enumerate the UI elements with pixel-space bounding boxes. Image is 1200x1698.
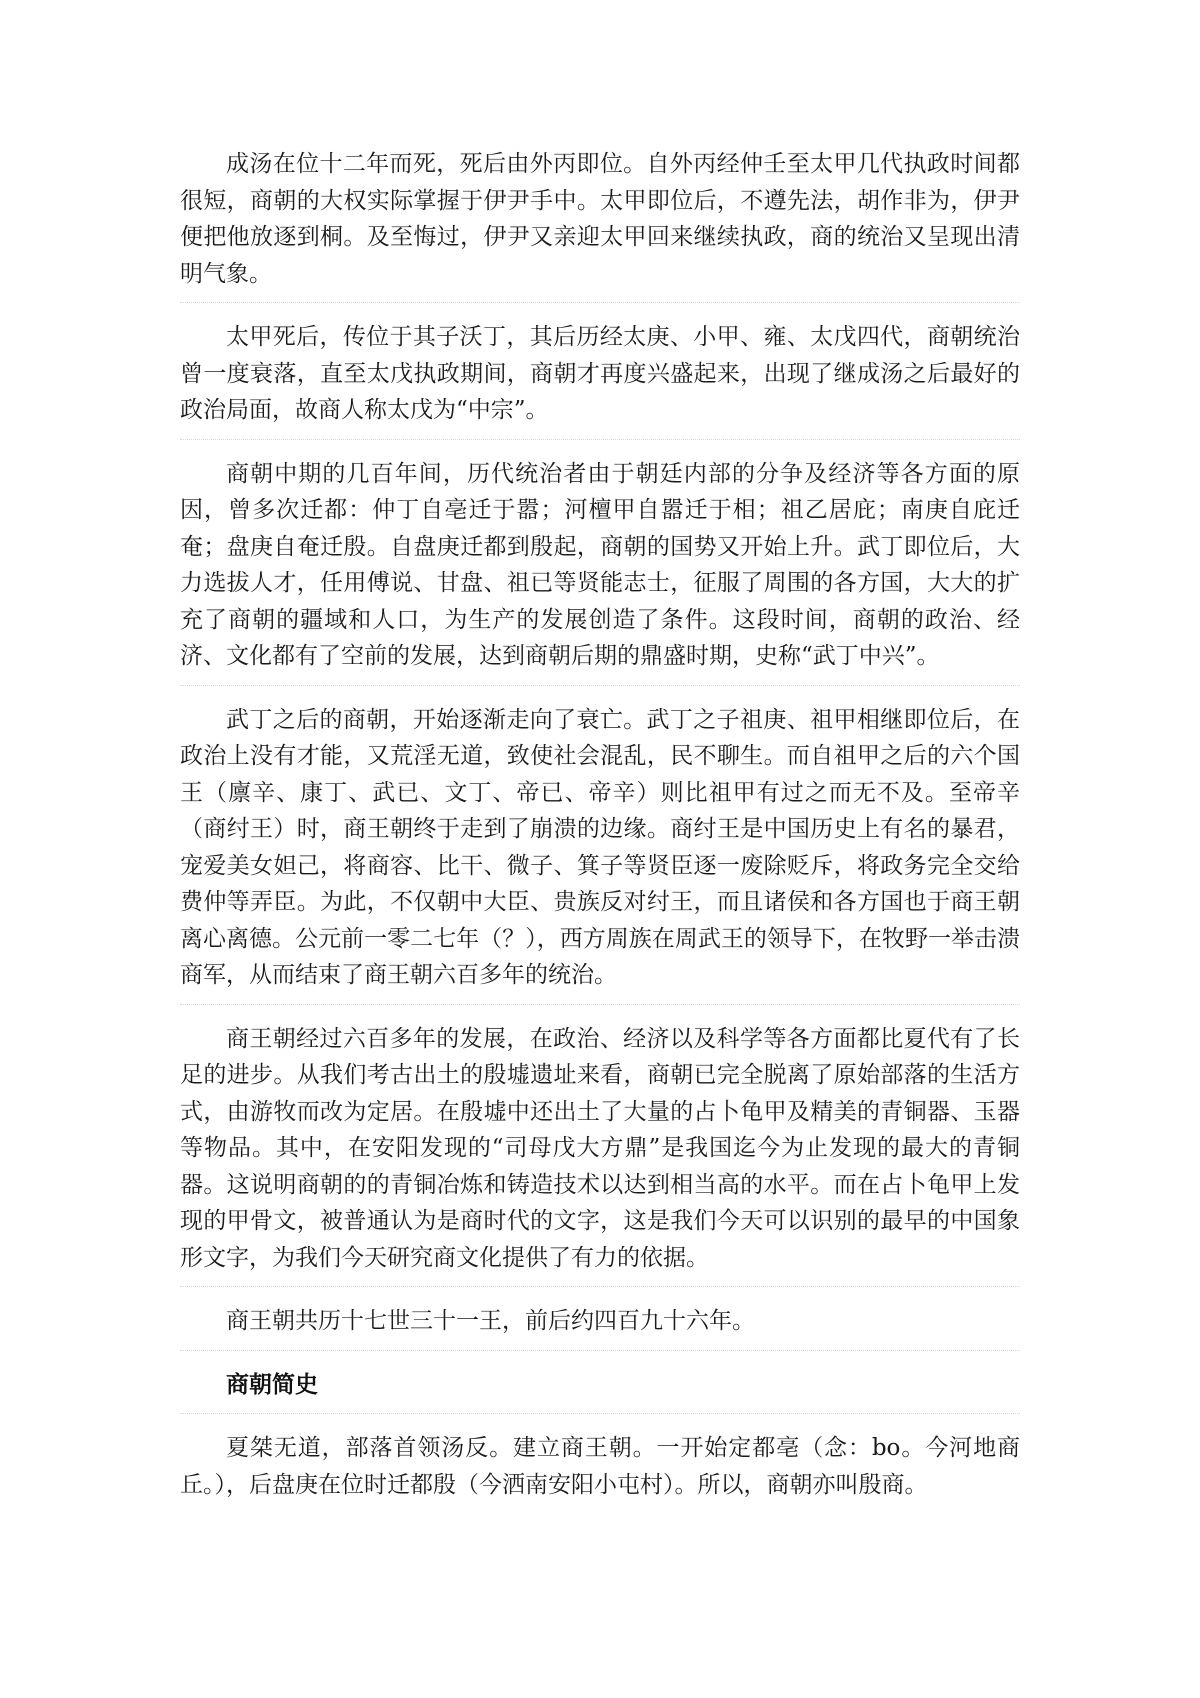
paragraph-final: 夏桀无道，部落首领汤反。建立商王朝。一开始定都亳（念：bo。今河地商丘。），后盘庚在位时迁都殷（今洒南安阳小屯村）。所以，商朝亦叫殷商。 [180,1435,1020,1498]
paragraph-4: 武丁之后的商朝，开始逐渐走向了衰亡。武丁之子祖庚、祖甲相继即位后，在政治上没有才能，又荒淫无道，致使社会混乱，民不聊生。而自祖甲之后的六个国王（廪辛、康丁、武已、文丁、帝已、帝辛）则比祖甲有过之而无不及。至帝辛（商纣王）时，商王朝终于走到了崩溃的边缘。商纣王是中国历史上有名的暴君，宠爱美女妲己，将商容、比干、微子、箕子等贤臣逐一废除贬斥，将政务完全交给费仲等弄臣。为此，不仅朝中大臣、贵族反对纣王，而且诸侯和各方国也于商王朝离心离德。公元前一零二七年（？），西方周族在周武王的领导下，在牧野一举击溃商军，从而结束了商王朝六百多年的统治。 [180,702,1020,1005]
document-body [180,146,1020,1529]
paragraph-1: 成汤在位十二年而死，死后由外丙即位。自外丙经仲壬至太甲几代执政时间都很短，商朝的大权实际掌握于伊尹手中。太甲即位后，不遵先法，胡作非为，伊尹便把他放逐到桐。及至悔过，伊尹又亲迎太甲回来继续执政，商的统治又呈现出清明气象。 [180,146,1020,303]
paragraph-3: 商朝中期的几百年间，历代统治者由于朝廷内部的分争及经济等各方面的原因，曾多次迁都：仲丁自亳迁于嚣；河檀甲自嚣迁于相；祖乙居庇；南庚自庇迁奄；盘庚自奄迁殷。自盘庚迁都到殷起，商朝的国势又开始上升。武丁即位后，大力选拔人才，任用傅说、甘盘、祖已等贤能志士，征服了周围的各方国，大大的扩充了商朝的疆域和人口，为生产的发展创造了条件。这段时间，商朝的政治、经济、文化都有了空前的发展，达到商朝后期的鼎盛时期，史称“武丁中兴”。 [180,456,1020,686]
section-heading: 商朝简史 [180,1367,1020,1415]
paragraph-5: 商王朝经过六百多年的发展，在政治、经济以及科学等各方面都比夏代有了长足的进步。从我们考古出土的殷墟遗址来看，商朝已完全脱离了原始部落的生活方式，由游牧而改为定居。在殷墟中还出土了大量的占卜龟甲及精美的青铜器、玉器等物品。其中，在安阳发现的“司母戊大方鼎”是我国迄今为止发现的最大的青铜器。这说明商朝的的青铜冶炼和铸造技术以达到相当高的水平。而在占卜龟甲上发现的甲骨文，被普通认为是商时代的文字，这是我们今天可以识别的最早的中国象形文字，为我们今天研究商文化提供了有力的依据。 [180,1021,1020,1288]
paragraph-2: 太甲死后，传位于其子沃丁，其后历经太庚、小甲、雍、太戊四代，商朝统治曾一度衰落，直至太戊执政期间，商朝才再度兴盛起来，出现了继成汤之后最好的政治局面，故商人称太戊为“中宗”。 [180,319,1020,440]
paragraph-6: 商王朝共历十七世三十一王，前后约四百九十六年。 [180,1303,1020,1351]
